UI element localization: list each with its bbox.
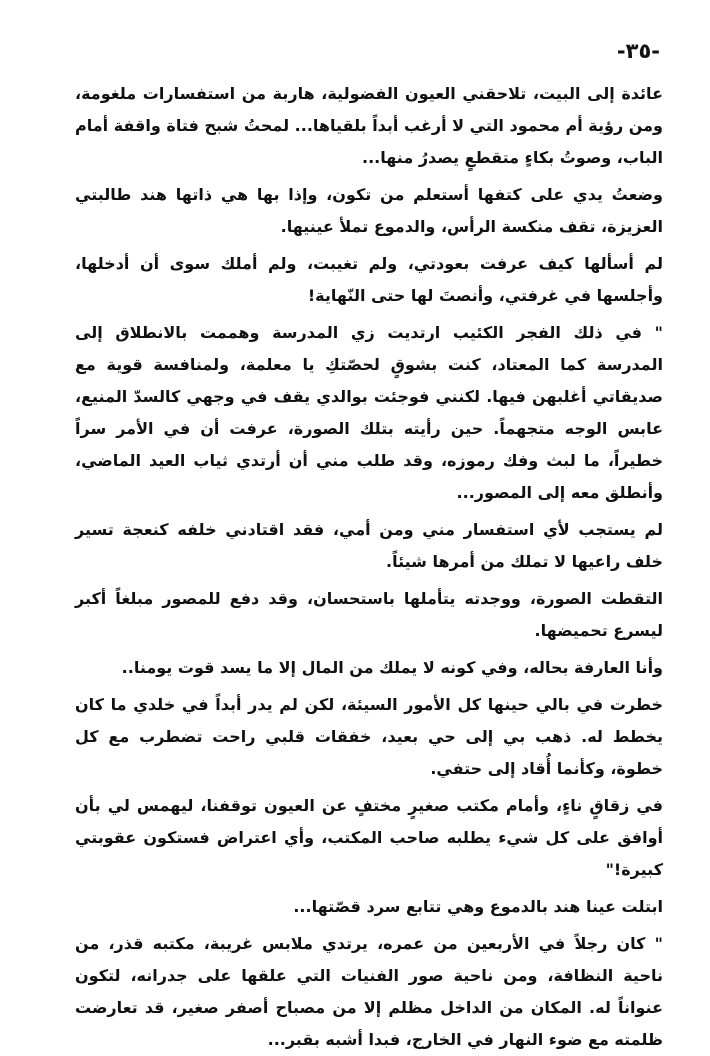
paragraph-11: " كان رجلاً في الأربعين من عمره، يرتدي ملابس غريبة، مكتبه قذر، من ناحية النظافة، ومن ناحية صور الفنيات التي علقها على جدرانه، لتكون عنواناً له. المكان من الداخل مظلم إلا من مصباح أصفر صغير، قد تعارضت ظلمته مع ضوء النهار في الخارج، فبدا أشبه بقبر... — [75, 934, 663, 1049]
paragraph-8: خطرت في بالي حينها كل الأمور السيئة، لكن لم يدر أبداً في خلدي ما كان يخطط له. ذهب بي إلى حي بعيد، خفقات قلبي راحت تضطرب مع كل خطوة، وكأنما أُقاد إلى حتفي. — [75, 695, 663, 778]
page-number: -٣٥- — [616, 39, 660, 63]
paragraph-6: التقطت الصورة، ووجدته يتأملها باستحسان، وقد دفع للمصور مبلغاً أكبر ليسرع تحميضها. — [75, 589, 663, 640]
paragraph-9: في زقاقٍ ناءٍ، وأمام مكتب صغيرٍ مختفٍ عن العيون توقفنا، ليهمس لي بأن أوافق على كل شيء يطلبه صاحب المكتب، وأي اعتراض فستكون عقوبتي كبيرة!" — [75, 796, 663, 879]
paragraph-5: لم يستجب لأي استفسار مني ومن أمي، فقد اقتادني خلفه كنعجة تسير خلف راعيها لا تملك من أمرها شيئاً. — [75, 520, 663, 571]
page-body — [75, 78, 663, 1056]
paragraph-10: ابتلت عينا هند بالدموع وهي تتابع سرد قصّتها... — [293, 897, 663, 916]
paragraph-7: وأنا العارفة بحاله، وفي كونه لا يملك من المال إلا ما يسد قوت يومنا.. — [121, 658, 663, 677]
paragraph-3: لم أسألها كيف عرفت بعودتي، ولم تغيبت، ولم أملك سوى أن أدخلها، وأجلسها في غرفتي، وأنصتَ لها حتى النّهاية! — [75, 254, 663, 305]
paragraph-2: وضعتُ يدي على كتفها أستعلم من تكون، وإذا بها هي ذاتها هند طالبتي العزيزة، تقف منكسة الرأس، والدموع تملأ عينيها. — [75, 185, 663, 236]
paragraph-1: عائدة إلى البيت، تلاحقني العيون الفضولية، هاربة من استفسارات ملغومة، ومن رؤية أم محمود التي لا أرغب أبداً بلقياها... لمحتُ شبح فتاة واقفة أمام الباب، وصوتُ بكاءٍ متقطعٍ يصدرُ منها... — [75, 84, 663, 167]
paragraph-4: " في ذلك الفجر الكئيب ارتديت زي المدرسة وهممت بالانطلاق إلى المدرسة كما المعتاد، كنت بشوقٍ لحصّتكِ يا معلمة، ولمنافسة قوية مع صديقاتي أغلبهن فيها. لكنني فوجئت بوالدي يقف في وجهي كالسدّ المنيع، عابس الوجه متجهماً. حين رأيته بتلك الصورة، عرفت أن في الأمر سراً خطيراً، ما لبث وفك رموزه، وقد طلب مني أن أرتدي ثياب العيد الماضي، وأنطلق معه إلى المصور... — [75, 323, 663, 502]
